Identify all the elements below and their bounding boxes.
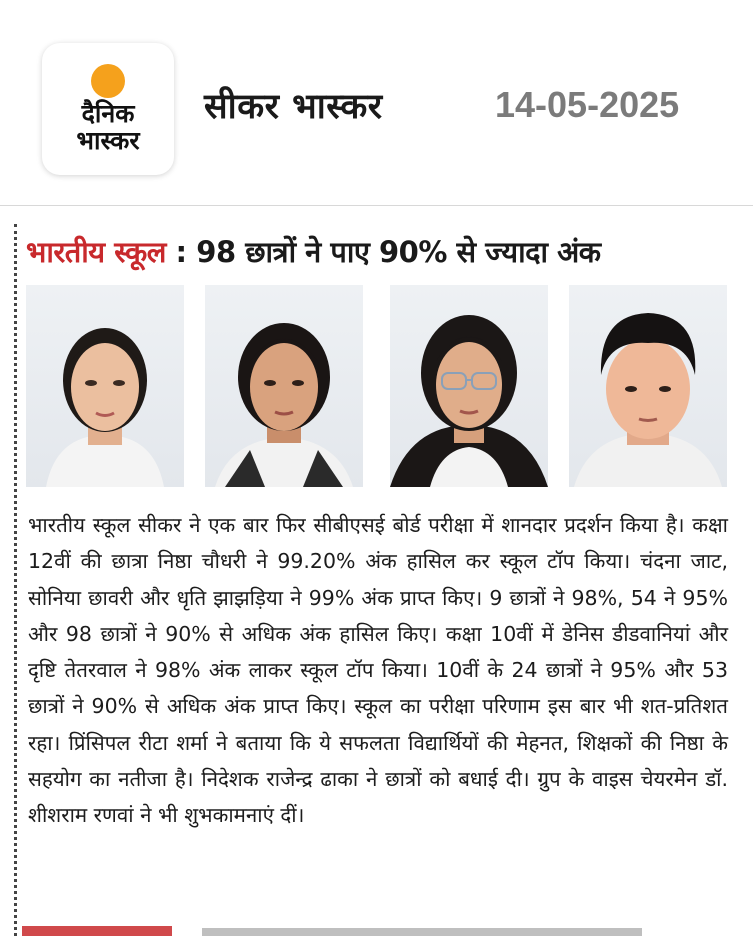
student-photo-4 (569, 285, 727, 487)
dainik-bhaskar-logo (42, 43, 174, 175)
edition-date: 14-05-2025 (495, 84, 680, 125)
logo-line-2: भास्कर (76, 126, 140, 155)
sun-icon (91, 64, 125, 98)
student-photo-3 (390, 285, 548, 487)
headline-school: भारतीय स्कूल (26, 235, 166, 269)
headline-text: 98 छात्रों ने पाए 90% से ज्यादा अंक (196, 235, 601, 269)
logo-line-1: दैनिक (81, 99, 135, 128)
headline-separator: : (175, 235, 187, 269)
edition-name: सीकर भास्कर (204, 87, 383, 127)
student-photo-2 (205, 285, 363, 487)
article-body: भारतीय स्कूल सीकर ने एक बार फिर सीबीएसई बोर्ड परीक्षा में शानदार प्रदर्शन किया है। कक्षा 12वीं की छात्रा निष्ठा चौधरी ने 99.20% अंक हासिल कर स्कूल टॉप किया। चंदना जाट, सोनिया छावरी और धृति झाझड़िया ने 99% अंक प्राप्त किए। 9 छात्रों ने 98%, 54 ने 95% और 98 छात्रों ने 90% से अधिक अंक हासिल किए। कक्षा 10वीं में डेनिस डीडवानियां और दृष्टि तेतरवाल ने 98% अंक लाकर स्कूल टॉप किया। 10वीं के 24 छात्रों ने 95% और 53 छात्रों ने 90% से अधिक अंक प्राप्त किए। स्कूल का परीक्षा परिणाम इस बार भी शत-प्रतिशत रहा। प्रिंसिपल रीटा शर्मा ने बताया कि ये सफलता विद्यार्थियों की मेहनत, शिक्षकों की निष्ठा के सहयोग का नतीजा है। निदेशक राजेन्द्र ढाका ने छात्रों को बधाई दी। ग्रुप के वाइस चेयरमेन डॉ. शीशराम रणवां ने भी शुभकामनाएं दीं। (28, 513, 728, 828)
header-divider (0, 205, 753, 206)
next-article-fragment (22, 922, 753, 936)
student-photo-1 (26, 285, 184, 487)
clipping-border (14, 224, 17, 936)
news-headline (26, 232, 746, 271)
